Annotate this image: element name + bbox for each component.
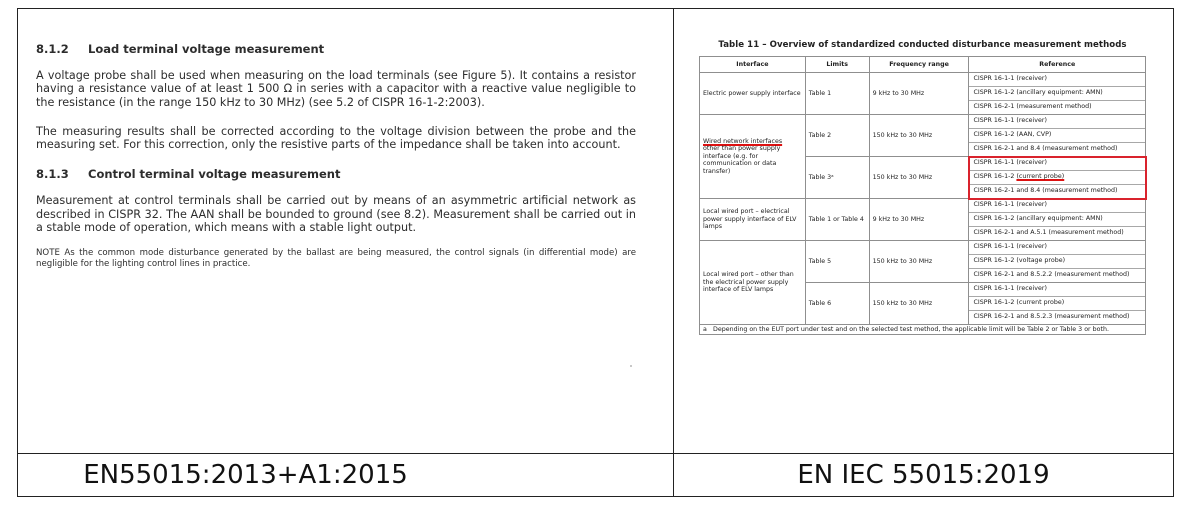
frequency-cell: 9 kHz to 30 MHz xyxy=(869,199,969,241)
reference-line: CISPR 16-1-1 (receiver) xyxy=(969,283,1145,297)
column-divider xyxy=(673,9,674,496)
interface-cell xyxy=(700,115,806,199)
reference-line: CISPR 16-1-1 (receiver) xyxy=(969,73,1145,87)
reference-cell xyxy=(969,73,1146,115)
right-document-excerpt xyxy=(699,40,1146,335)
frequency-cell: 150 kHz to 30 MHz xyxy=(869,241,969,283)
reference-line: CISPR 16-1-2 (ancillary equipment: AMN) xyxy=(969,213,1145,227)
scan-speck xyxy=(630,365,632,367)
interface-cell: Local wired port – other than the electrical power supply interface of ELV lamps xyxy=(700,241,806,325)
limits-cell: Table 6 xyxy=(805,283,869,325)
interface-rest: other than power supply interface (e.g. for communication or data transfer) xyxy=(703,145,781,175)
footnote-text: Depending on the EUT port under test and on the selected test method, the applicable limit will be Table 2 or Table 3 or both. xyxy=(713,326,1109,333)
reference-line: CISPR 16-2-1 and A.5.1 (measurement method) xyxy=(973,229,1124,236)
footnote-mark: a xyxy=(703,326,707,333)
table-row xyxy=(700,115,1146,157)
table-row xyxy=(700,73,1146,115)
reference-line: CISPR 16-1-2 (ancillary equipment: AMN) xyxy=(969,87,1145,101)
reference-line: CISPR 16-2-1 (measurement method) xyxy=(973,103,1092,110)
note-paragraph: NOTE As the common mode disturbance generated by the ballast are being measured, the control signals (in differential mode) are negligible for the lighting control lines in practice. xyxy=(36,248,636,269)
reference-line: CISPR 16-1-1 (receiver) xyxy=(969,199,1145,213)
table-header-row xyxy=(700,57,1146,73)
caption-right: EN IEC 55015:2019 xyxy=(797,460,1050,490)
underlined-interface: Wired network interfaces xyxy=(703,137,783,145)
reference-cell xyxy=(969,115,1146,157)
section-title: Load terminal voltage measurement xyxy=(88,42,325,56)
header-reference: Reference xyxy=(969,57,1146,73)
table-row xyxy=(700,199,1146,241)
header-limits: Limits xyxy=(805,57,869,73)
section-heading-813 xyxy=(36,167,636,181)
reference-line: CISPR 16-2-1 and 8.5.2.3 (measurement method) xyxy=(973,313,1130,320)
reference-line xyxy=(969,171,1145,185)
table-row xyxy=(700,241,1146,283)
reference-line: CISPR 16-1-1 (receiver) xyxy=(969,157,1145,171)
section-number: 8.1.2 xyxy=(36,42,69,56)
section-number: 8.1.3 xyxy=(36,167,69,182)
reference-line: CISPR 16-1-1 (receiver) xyxy=(969,115,1145,129)
limits-cell: Table 2 xyxy=(805,115,869,157)
reference-cell xyxy=(969,241,1146,283)
frequency-cell: 9 kHz to 30 MHz xyxy=(869,73,969,115)
paragraph-813-1: Measurement at control terminals shall be carried out by means of an asymmetric artificial network as described in CISPR 32. The AAN shall be bounded to ground (see 8.2). Measurement shall be carried out in a stable mode of operation, which means with a stable light output. xyxy=(36,194,636,235)
paragraph-812-2: The measuring results shall be corrected according to the voltage division between the probe and the measuring set. For this correction, only the resistive parts of the impedance shall be taken into account. xyxy=(36,124,636,152)
reference-line: CISPR 16-1-1 (receiver) xyxy=(969,241,1145,255)
limits-cell: Table 3ᵃ xyxy=(805,157,869,199)
footnote-row xyxy=(700,325,1146,335)
limits-cell: Table 1 xyxy=(805,73,869,115)
reference-line: CISPR 16-1-2 (voltage probe) xyxy=(969,255,1145,269)
frequency-cell: 150 kHz to 30 MHz xyxy=(869,283,969,325)
paragraph-812-1: A voltage probe shall be used when measuring on the load terminals (see Figure 5). It contains a resistor having a resistance value of at least 1 500 Ω in series with a capacitor with a reactive value negligible to the resistance (in the range 150 kHz to 30 MHz) (see 5.2 of CISPR 16-1-2:2003). xyxy=(36,69,636,109)
limits-cell: Table 1 or Table 4 xyxy=(805,199,869,241)
caption-left: EN55015:2013+A1:2015 xyxy=(83,460,408,490)
limits-cell: Table 5 xyxy=(805,241,869,283)
left-document-excerpt xyxy=(36,42,636,286)
footnote-cell xyxy=(700,325,1146,335)
reference-line: CISPR 16-1-2 (current probe) xyxy=(969,297,1145,311)
frequency-cell: 150 kHz to 30 MHz xyxy=(869,157,969,199)
reference-line: CISPR 16-1-2 (AAN, CVP) xyxy=(969,129,1145,143)
underlined-current-probe: (current probe) xyxy=(1016,173,1065,180)
reference-line: CISPR 16-2-1 and 8.4 (measurement method) xyxy=(973,187,1118,194)
reference-cell xyxy=(969,199,1146,241)
interface-cell: Local wired port – electrical power supply interface of ELV lamps xyxy=(700,199,806,241)
reference-line: CISPR 16-2-1 and 8.4 (measurement method) xyxy=(973,145,1118,152)
section-title: Control terminal voltage measurement xyxy=(88,167,341,182)
reference-line: CISPR 16-2-1 and 8.5.2.2 (measurement method) xyxy=(973,271,1130,278)
reference-prefix: CISPR 16-1-2 xyxy=(973,173,1017,180)
highlighted-reference-cell xyxy=(969,157,1146,199)
measurement-methods-table xyxy=(699,56,1146,335)
section-heading-812 xyxy=(36,42,636,56)
header-frequency-range: Frequency range xyxy=(869,57,969,73)
header-interface: Interface xyxy=(700,57,806,73)
table-title: Table 11 – Overview of standardized conducted disturbance measurement methods xyxy=(718,40,1127,50)
reference-cell xyxy=(969,283,1146,325)
interface-cell: Electric power supply interface xyxy=(700,73,806,115)
frequency-cell: 150 kHz to 30 MHz xyxy=(869,115,969,157)
